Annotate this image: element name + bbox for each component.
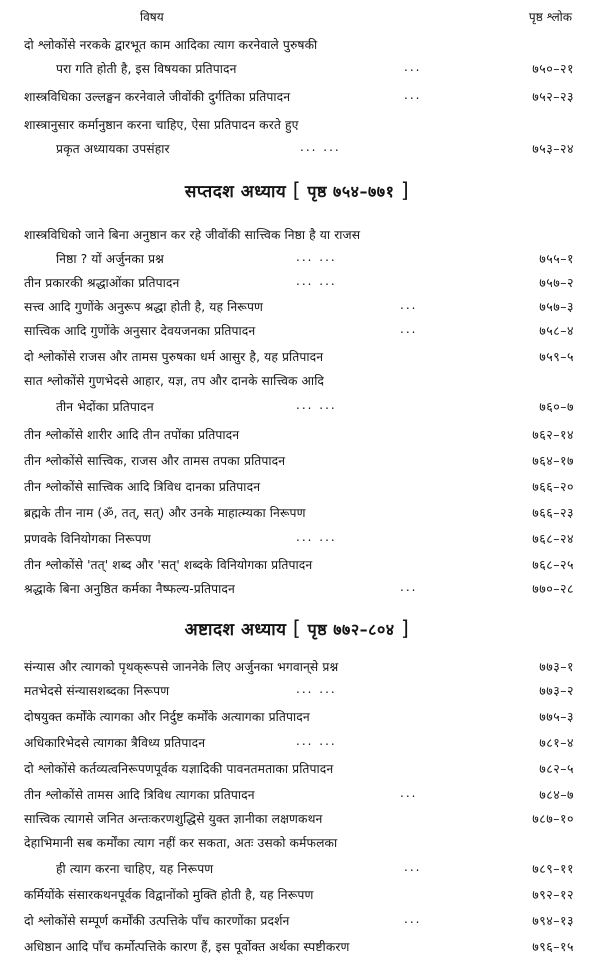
entry-text: सत्त्व आदि गुणोंके अनुरूप श्रद्धा होती है, यह निरूपण <box>24 300 264 314</box>
list-item <box>0 322 594 344</box>
entry-text: दोषयुक्त कर्मोंके त्यागका और निर्दुष्ट कर्मोंके अत्यागका प्रतिपादन <box>24 710 310 724</box>
leader-dots: ... ... <box>296 682 337 696</box>
leader-dots: ... <box>404 88 422 102</box>
list-item <box>0 426 594 448</box>
bracket-open: [ <box>292 178 301 202</box>
list-item <box>0 734 594 756</box>
bracket-open: [ <box>292 616 302 640</box>
leader-dots: ... <box>400 322 418 336</box>
entry-page-ref: ७६२–१४ <box>532 427 574 442</box>
leader-dots: ... <box>400 580 418 594</box>
leader-dots: ... ... <box>296 274 337 288</box>
entry-text: दो श्लोकोंसे राजस और तामस पुरुषका धर्म आसुर है, यह प्रतिपादन <box>24 350 324 364</box>
entry-page-ref: ७६६–२० <box>532 479 574 494</box>
entry-text: संन्यास और त्यागको पृथक्‌रूपसे जाननेके लिए अर्जुनका भगवान्‌से प्रश्न <box>24 660 339 674</box>
list-item <box>0 938 594 960</box>
chapter-title: सप्तदश अध्याय <box>184 182 287 202</box>
list-item <box>0 886 594 908</box>
list-item <box>0 140 594 162</box>
list-item <box>0 452 594 474</box>
entry-page-ref: ७६४–१७ <box>532 453 574 468</box>
entry-text: सात्त्विक त्यागसे जनित अन्तःकरणशुद्धिसे युक्त ज्ञानीका लक्षणकथन <box>24 812 323 826</box>
list-item <box>0 60 594 82</box>
chapter-18-heading <box>0 616 594 640</box>
entry-text: निष्ठा ? यों अर्जुनका प्रश्न <box>56 252 164 266</box>
entry-page-ref: ७८७–१० <box>532 811 574 826</box>
leader-dots: ... <box>400 786 418 800</box>
chapter-page-range: पृष्ठ ७५४–७७१ <box>307 182 395 201</box>
leader-dots: ... ... <box>296 398 337 412</box>
entry-page-ref: ७५८–४ <box>539 323 574 338</box>
entry-text: तीन श्लोकोंसे तामस आदि त्रिविध त्यागका प्रतिपादन <box>24 788 255 802</box>
entry-text: तीन श्लोकोंसे 'तत्' शब्द और 'सत्' शब्दके विनियोगका प्रतिपादन <box>24 558 313 572</box>
list-item <box>0 760 594 782</box>
entry-text: दो श्लोकोंसे सम्पूर्ण कर्मोंकी उत्पत्तिके पाँच कारणोंका प्रदर्शन <box>24 914 290 928</box>
leader-dots: ... ... <box>296 734 337 748</box>
entry-page-ref: ७५९–५ <box>539 349 574 364</box>
list-item <box>0 348 594 370</box>
entry-page-ref: ७८९–११ <box>532 861 574 876</box>
list-item <box>0 116 594 138</box>
bracket-close: ] <box>400 178 410 202</box>
subject-column-label: विषय <box>140 10 164 24</box>
entry-page-ref: ७६८–२४ <box>532 531 574 546</box>
list-item <box>0 478 594 500</box>
list-item <box>0 398 594 420</box>
leader-dots: ... <box>404 60 422 74</box>
entry-page-ref: ७८४–७ <box>539 787 574 802</box>
list-item <box>0 226 594 248</box>
entry-page-ref: ७६६–२३ <box>532 505 574 520</box>
entry-page-ref: ७५३–२४ <box>532 141 574 156</box>
entry-text: कर्मियोंके संसारकथनपूर्वक विद्वानोंको मुक्ति होती है, यह निरूपण <box>24 888 314 902</box>
list-item <box>0 274 594 296</box>
page-verse-column-label: पृष्ठ श्लोक <box>528 10 572 24</box>
list-item <box>0 658 594 680</box>
entry-page-ref: ७६८–२५ <box>532 557 574 572</box>
entry-text: ही त्याग करना चाहिए, यह निरूपण <box>56 862 214 876</box>
leader-dots: ... <box>404 860 422 874</box>
entry-text: तीन भेदोंका प्रतिपादन <box>56 400 154 414</box>
entry-text: शास्त्रविधिका उल्लङ्घन करनेवाले जीवोंकी दुर्गतिका प्रतिपादन <box>24 90 291 104</box>
leader-dots: ... <box>404 912 422 926</box>
entry-text: शास्त्रविधिको जाने बिना अनुष्ठान कर रहे जीवोंकी सात्त्विक निष्ठा है या राजस <box>24 228 361 242</box>
entry-text: अधिकारिभेदसे त्यागका त्रैविध्य प्रतिपादन <box>24 736 206 750</box>
entry-text: सात्त्विक आदि गुणोंके अनुसार देवयजनका प्रतिपादन <box>24 324 256 338</box>
entry-page-ref: ७५७–३ <box>539 299 574 314</box>
list-item <box>0 36 594 58</box>
chapter-page-range: पृष्ठ ७७२–८०४ <box>307 620 395 639</box>
entry-text: दो श्लोकोंसे कर्तव्यत्वनिरूपणपूर्वक यज्ञादिकी पावनतमताका प्रतिपादन <box>24 762 334 776</box>
list-item <box>0 860 594 882</box>
column-header <box>0 8 594 28</box>
list-item <box>0 250 594 272</box>
entry-text: शास्त्रानुसार कर्मानुष्ठान करना चाहिए, ऐसा प्रतिपादन करते हुए <box>24 118 299 132</box>
list-item <box>0 298 594 320</box>
entry-text: परा गति होती है, इस विषयका प्रतिपादन <box>56 62 237 76</box>
chapter-17-heading <box>0 178 594 202</box>
entry-page-ref: ७७०–२८ <box>532 581 574 596</box>
entry-text: अधिष्ठान आदि पाँच कर्मोत्पत्तिके कारण हैं, इस पूर्वोक्त अर्थका स्पष्टीकरण <box>24 940 350 954</box>
leader-dots: ... ... <box>300 140 341 154</box>
entry-page-ref: ७५७–२ <box>539 275 574 290</box>
list-item <box>0 682 594 704</box>
entry-page-ref: ७७३–२ <box>539 683 574 698</box>
bracket-close: ] <box>401 616 410 640</box>
entry-text: प्रकृत अध्यायका उपसंहार <box>56 142 170 156</box>
chapter-title: अष्टादश अध्याय <box>184 620 287 640</box>
entry-page-ref: ७७५–३ <box>539 709 574 724</box>
list-item <box>0 708 594 730</box>
leader-dots: ... <box>400 298 418 312</box>
entry-page-ref: ७६०–७ <box>539 399 574 414</box>
leader-dots: ... ... <box>296 250 337 264</box>
entry-page-ref: ७८२–५ <box>539 761 574 776</box>
entry-text: तीन श्लोकोंसे शारीर आदि तीन तपोंका प्रतिपादन <box>24 428 240 442</box>
list-item <box>0 530 594 552</box>
entry-text: मतभेदसे संन्यासशब्दका निरूपण <box>24 684 170 698</box>
list-item <box>0 556 594 578</box>
entry-text: ब्रह्मके तीन नाम (ॐ, तत्, सत्) और उनके माहात्म्यका निरूपण <box>24 506 306 520</box>
entry-page-ref: ७९४–१३ <box>532 913 574 928</box>
entry-page-ref: ७५२–२३ <box>532 89 574 104</box>
entry-page-ref: ७८१–४ <box>539 735 574 750</box>
entry-text: तीन श्लोकोंसे सात्त्विक, राजस और तामस तपका प्रतिपादन <box>24 454 286 468</box>
entry-page-ref: ७५०–२१ <box>532 61 574 76</box>
entry-page-ref: ७९६–१५ <box>532 939 574 954</box>
entry-text: तीन श्लोकोंसे सात्त्विक आदि त्रिविध दानका प्रतिपादन <box>24 480 261 494</box>
entry-text: दो श्लोकोंसे नरकके द्वारभूत काम आदिका त्याग करनेवाले पुरुषकी <box>24 38 318 52</box>
entry-text: तीन प्रकारकी श्रद्धाओंका प्रतिपादन <box>24 276 180 290</box>
entry-text: देहाभिमानी सब कर्मोंका त्याग नहीं कर सकता, अतः उसको कर्मफलका <box>24 836 338 850</box>
list-item <box>0 912 594 934</box>
list-item <box>0 580 594 602</box>
entry-text: सात श्लोकोंसे गुणभेदसे आहार, यज्ञ, तप और दानके सात्त्विक आदि <box>24 374 325 388</box>
list-item <box>0 786 594 808</box>
leader-dots: ... ... <box>296 530 337 544</box>
entry-text: प्रणवके विनियोगका निरूपण <box>24 532 151 546</box>
entry-page-ref: ७५५–१ <box>539 251 574 266</box>
list-item <box>0 88 594 110</box>
entry-text: श्रद्धाके बिना अनुष्ठित कर्मका नैष्फल्य-प्रतिपादन <box>24 582 235 596</box>
list-item <box>0 810 594 832</box>
list-item <box>0 504 594 526</box>
entry-page-ref: ७७३–१ <box>539 659 574 674</box>
entry-page-ref: ७९२–१२ <box>532 887 574 902</box>
list-item <box>0 834 594 856</box>
list-item <box>0 372 594 394</box>
